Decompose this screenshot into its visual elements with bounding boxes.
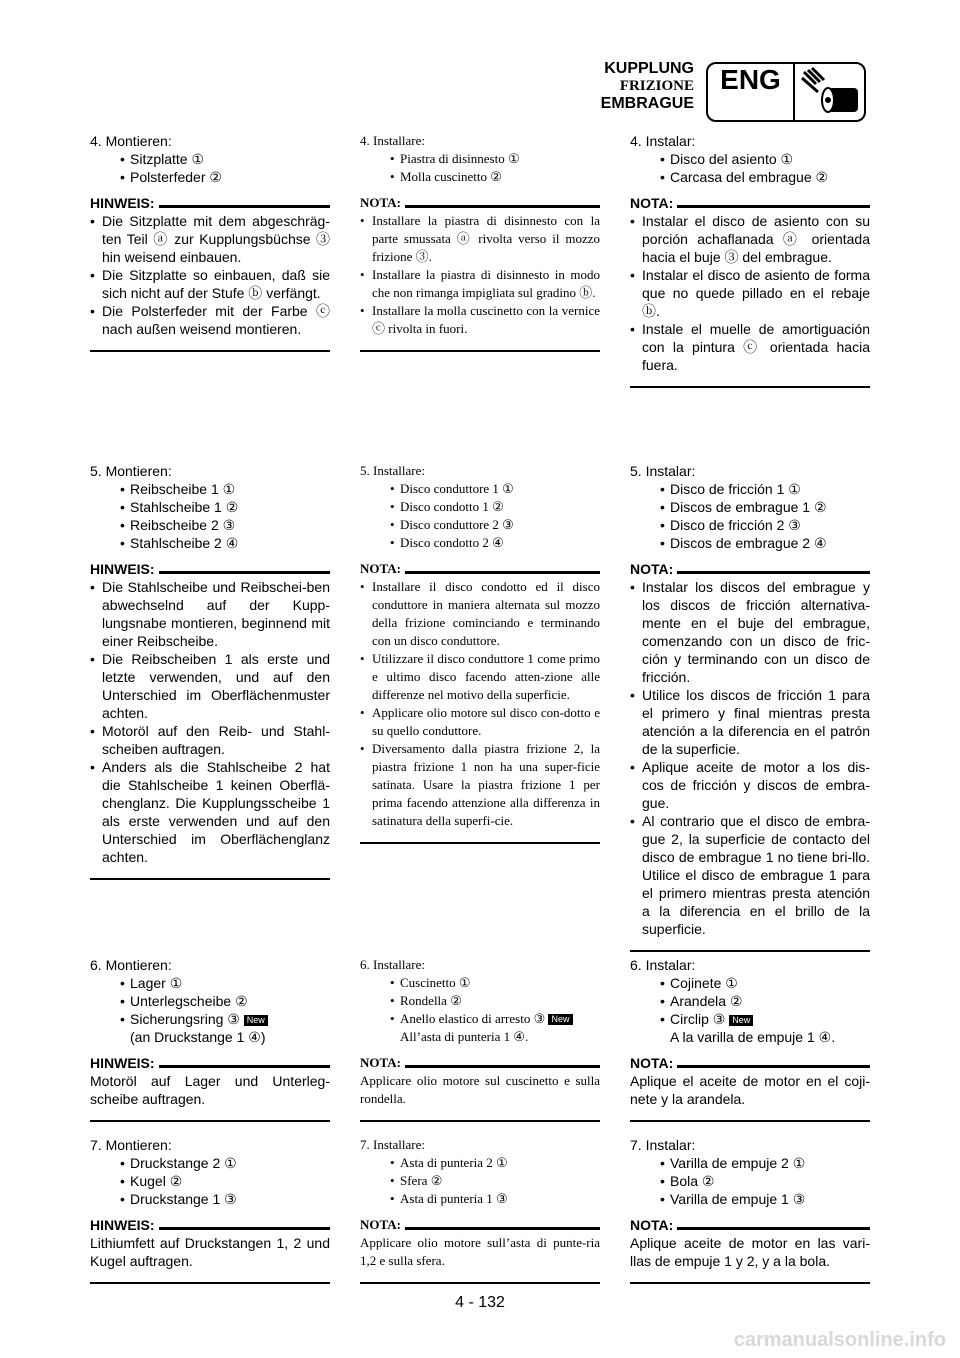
- note-item: • Installare il disco condotto ed il disco conduttore in maniera alternata sul mozzo della frizione cominciando e terminando con un disco conduttore.: [360, 578, 600, 650]
- parts-list: [630, 480, 870, 552]
- step-block-de-s7: [90, 1136, 330, 1284]
- note-item: • Anders als die Stahlscheibe 2 hat die Stahlscheibe 1 keinen Oberflä-chenglanz. Die Kupplungsscheibe 1 als erste verwenden und auf den Unterschied im Oberflächenglanz achten.: [90, 758, 330, 866]
- note-end-rule: [630, 950, 870, 952]
- note-end-rule: [630, 386, 870, 388]
- note-label: HINWEIS:: [90, 195, 155, 211]
- section-titles: [601, 60, 694, 113]
- callout-marker: ①: [169, 975, 183, 991]
- note-label: NOTA:: [360, 1217, 401, 1232]
- step-heading: 4. Installare:: [360, 133, 425, 148]
- note-item: • Instalar el disco de asiento con su porción achaflanada ⓐ orientada hacia el buje ③ del embrague.: [630, 212, 870, 266]
- step-heading: 4. Montieren:: [90, 133, 172, 149]
- callout-marker: ①: [191, 151, 205, 167]
- step-heading: 6. Installare:: [360, 957, 425, 972]
- note-list: [630, 212, 870, 374]
- part-item: [360, 1172, 600, 1190]
- callout-marker: ②: [169, 1173, 183, 1189]
- step-heading: 5. Montieren:: [90, 463, 172, 479]
- note-item: • Utilizzare il disco conduttore 1 come primo e ultimo disco facendo atten-zione alle differenze nel motivo della superficie.: [360, 650, 600, 704]
- part-item: [360, 1154, 600, 1172]
- callout-marker: ③: [712, 1011, 726, 1027]
- note-item: • Installare la piastra di disinnesto in modo che non rimanga impigliata sul gradino ⓑ.: [360, 266, 600, 302]
- note-heading: [90, 560, 330, 578]
- part-name: Polsterfeder: [130, 169, 206, 185]
- part-item: [90, 1190, 330, 1208]
- note-end-rule: [90, 1120, 330, 1122]
- note-item: • Diversamento dalla piastra frizione 2, la piastra frizione 1 non ha una super-ficie satinata. Usare la piastra frizione 1 per prima facendo attenzione alla differenza in satinatura della superfi-cie.: [360, 740, 600, 830]
- part-name: Kugel: [130, 1173, 166, 1189]
- new-part-badge: New: [729, 1015, 753, 1026]
- step-block-es-s5: [630, 462, 870, 952]
- note-list: [90, 212, 330, 338]
- step-block-es-s7: [630, 1136, 870, 1284]
- part-name: Varilla de empuje 1: [670, 1191, 789, 1207]
- step-heading: 5. Instalar:: [630, 463, 696, 479]
- callout-marker: ②: [815, 169, 829, 185]
- part-item: [630, 974, 870, 992]
- callout-marker: ③: [227, 1011, 240, 1027]
- part-item: [360, 534, 600, 552]
- part-name: Sicherungsring: [130, 1011, 224, 1027]
- note-end-rule: [90, 350, 330, 352]
- part-item: [90, 992, 330, 1010]
- note-end-rule: [360, 350, 600, 352]
- note-label: NOTA:: [630, 1217, 674, 1233]
- callout-marker: ②: [492, 499, 504, 514]
- note-item: • Instale el muelle de amortiguación con la pintura ⓒ orientada hacia fuera.: [630, 320, 870, 374]
- callout-marker: ①: [792, 1155, 806, 1171]
- clutch-spring-icon: [796, 66, 864, 118]
- note-heading: [360, 560, 600, 578]
- part-item: [360, 168, 600, 186]
- step-block-es-s6: [630, 956, 870, 1122]
- callout-marker: ④: [813, 535, 827, 551]
- callout-marker: ①: [222, 481, 236, 497]
- step-block-es-s4: [630, 132, 870, 388]
- step-heading: 6. Instalar:: [630, 957, 696, 973]
- callout-marker: ①: [780, 151, 794, 167]
- part-name: Sitzplatte: [130, 151, 188, 167]
- part-name: Arandela: [670, 993, 727, 1009]
- note-heading: [360, 1054, 600, 1072]
- note-label: HINWEIS:: [90, 561, 155, 577]
- part-item: [360, 150, 600, 168]
- note-item: • Installare la piastra di disinnesto con la parte smussata ⓐ rivolta verso il mozzo frizione ③.: [360, 212, 600, 266]
- new-part-badge: New: [548, 1014, 572, 1025]
- callout-marker: ①: [496, 1155, 508, 1170]
- note-item: • Die Sitzplatte mit dem abgeschräg-ten Teil ⓐ zur Kupplungsbüchse ③ hin weisend einbauen.: [90, 212, 330, 266]
- note-text: Aplique el aceite de motor en el coji-nete y la arandela.: [630, 1073, 870, 1107]
- part-name: Disco condotto 2: [400, 535, 489, 550]
- callout-marker: ①: [458, 975, 471, 990]
- part-item: [90, 534, 330, 552]
- part-name: Stahlscheibe 1: [130, 499, 222, 515]
- eng-section-badge: [706, 62, 866, 122]
- note-text: Aplique aceite de motor en las vari-llas de empuje 1 y 2, y a la bola.: [630, 1235, 870, 1269]
- part-item: [360, 1190, 600, 1208]
- part-item: [630, 150, 870, 168]
- part-name: Asta di punteria 1: [400, 1191, 493, 1206]
- note-text: Motoröl auf Lager und Unterleg-scheibe auftragen.: [90, 1073, 330, 1107]
- step-heading: 6. Montieren:: [90, 957, 172, 973]
- part-item: [90, 516, 330, 534]
- part-name: Carcasa del embrague: [670, 169, 812, 185]
- note-label: NOTA:: [630, 195, 674, 211]
- callout-marker: ④: [492, 535, 504, 550]
- note-item: • Instalar el disco de asiento de forma que no quede pillado en el rebaje ⓑ.: [630, 266, 870, 320]
- part-item: [360, 480, 600, 498]
- part-item: [90, 974, 330, 992]
- callout-marker: ①: [502, 481, 514, 496]
- part-name: Varilla de empuje 2: [670, 1155, 789, 1171]
- note-end-rule: [90, 878, 330, 880]
- note-list: [360, 212, 600, 338]
- note-item: • Die Sitzplatte so einbauen, daß sie sich nicht auf der Stufe ⓑ verfängt.: [90, 266, 330, 302]
- part-item: [630, 480, 870, 498]
- part-item: [630, 498, 870, 516]
- part-name: Cojinete: [670, 975, 722, 991]
- step-heading: 7. Montieren:: [90, 1137, 172, 1153]
- part-item: [630, 534, 870, 552]
- note-end-rule: [630, 1282, 870, 1284]
- note-label: HINWEIS:: [90, 1055, 155, 1071]
- step-block-de-s5: [90, 462, 330, 880]
- callout-marker: ①: [788, 481, 801, 497]
- callout-marker: ③: [533, 1011, 546, 1026]
- title-es: EMBRAGUE: [600, 95, 694, 112]
- title-it: FRIZIONE: [619, 78, 694, 94]
- note-text: Applicare olio motore sul cuscinetto e sulla rondella.: [360, 1073, 600, 1106]
- note-heading: [630, 1054, 870, 1072]
- parts-list: [630, 150, 870, 186]
- parts-list: [90, 480, 330, 552]
- part-name: Disco conduttore 2: [400, 517, 499, 532]
- part-name: Stahlscheibe 2: [130, 535, 222, 551]
- callout-marker: ①: [725, 975, 738, 991]
- note-label: NOTA:: [360, 1055, 401, 1070]
- parts-list: [360, 480, 600, 552]
- callout-marker: ①: [507, 151, 520, 166]
- eng-label: ENG: [708, 64, 795, 120]
- part-item: [630, 168, 870, 186]
- note-item: • Utilice los discos de fricción 1 para el primero y final mientras presta atención a la diferencia en el patrón de la superficie.: [630, 686, 870, 758]
- part-item: [630, 1154, 870, 1172]
- step-heading: 5. Installare:: [360, 463, 425, 478]
- note-heading: [360, 1216, 600, 1234]
- part-item: [90, 168, 330, 186]
- note-list: [630, 578, 870, 938]
- part-name: Discos de embrague 2: [670, 535, 811, 551]
- callout-marker: ②: [490, 169, 502, 184]
- part-item: [360, 974, 600, 992]
- note-heading: [90, 194, 330, 212]
- part-name: Molla cuscinetto: [400, 169, 488, 184]
- note-heading: [90, 1216, 330, 1234]
- note-label: NOTA:: [630, 561, 674, 577]
- callout-marker: ②: [235, 993, 248, 1009]
- parts-list: [360, 150, 600, 186]
- parts-list: [630, 974, 870, 1046]
- step-heading: 7. Instalar:: [630, 1137, 696, 1153]
- note-list: [360, 578, 600, 830]
- part-extra: All’asta di punteria 1 ④.: [400, 1029, 529, 1044]
- part-name: Disco de fricción 2: [670, 517, 785, 533]
- parts-list: [90, 974, 330, 1046]
- callout-marker: ②: [209, 169, 222, 185]
- callout-marker: ②: [701, 1173, 715, 1189]
- note-heading: [90, 1054, 330, 1072]
- part-name: Reibscheibe 1: [130, 481, 219, 497]
- part-name: Cuscinetto: [400, 975, 456, 990]
- note-item: • Al contrario que el disco de embra-gue 2, la superficie de contacto del disco de embrague 1 no tiene bri-llo. Utilice el disco de embrague 1 para el primero mientras presta atención a la diferencia en el brillo de la superficie.: [630, 812, 870, 938]
- part-name: Reibscheibe 2: [130, 517, 219, 533]
- note-text: Lithiumfett auf Druckstangen 1, 2 und Kugel auftragen.: [90, 1235, 330, 1269]
- note-end-rule: [360, 842, 600, 844]
- part-item: [360, 516, 600, 534]
- part-item: [630, 1190, 870, 1208]
- callout-marker: ①: [224, 1155, 237, 1171]
- title-de: KUPPLUNG: [604, 60, 694, 77]
- callout-marker: ③: [222, 517, 236, 533]
- step-block-it-s7: [360, 1136, 600, 1284]
- part-item: [360, 992, 600, 1010]
- part-name: Asta di punteria 2: [400, 1155, 493, 1170]
- part-name: Druckstange 2: [130, 1155, 221, 1171]
- part-item: [360, 1010, 600, 1028]
- note-item: • Instalar los discos del embrague y los discos de fricción alternativa-mente en el buje del embrague, comenzando con un disco de fric-ción y terminando con un disco de fricción.: [630, 578, 870, 686]
- note-heading: [630, 560, 870, 578]
- step-block-it-s4: [360, 132, 600, 352]
- part-item: [630, 1010, 870, 1028]
- note-heading: [630, 194, 870, 212]
- step-block-it-s5: [360, 462, 600, 844]
- part-name: Circlip: [670, 1011, 709, 1027]
- part-item: [90, 1172, 330, 1190]
- part-item: [90, 150, 330, 168]
- note-list: [90, 578, 330, 866]
- note-item: • Applicare olio motore sul disco con-dotto e su quello conduttore.: [360, 704, 600, 740]
- part-name: Bola: [670, 1173, 699, 1189]
- note-label: NOTA:: [360, 561, 401, 576]
- part-item: [90, 480, 330, 498]
- part-item: [90, 498, 330, 516]
- note-item: • Die Stahlscheibe und Reibschei-ben abwechselnd auf der Kupp-lungsnabe montieren, beginnend mit einer Reibscheibe.: [90, 578, 330, 650]
- note-heading: [360, 194, 600, 212]
- callout-marker: ③: [224, 1191, 237, 1207]
- new-part-badge: New: [244, 1015, 268, 1026]
- parts-list: [360, 974, 600, 1046]
- step-heading: 4. Instalar:: [630, 133, 696, 149]
- note-item: • Die Reibscheiben 1 als erste und letzte verwenden, und auf den Unterschied im Oberflächenmuster achten.: [90, 650, 330, 722]
- note-end-rule: [360, 1120, 600, 1122]
- part-name: Druckstange 1: [130, 1191, 221, 1207]
- callout-marker: ③: [502, 517, 514, 532]
- step-block-it-s6: [360, 956, 600, 1122]
- parts-list: [630, 1154, 870, 1208]
- watermark: carmanualsonline.info: [733, 1329, 946, 1351]
- callout-marker: ③: [496, 1191, 508, 1206]
- part-item: [360, 498, 600, 516]
- part-name: Disco conduttore 1: [400, 481, 499, 496]
- note-label: NOTA:: [630, 1055, 674, 1071]
- callout-marker: ②: [729, 993, 743, 1009]
- part-extra: (an Druckstange 1 ④): [130, 1029, 266, 1045]
- part-item: [630, 992, 870, 1010]
- note-item: • Die Polsterfeder mit der Farbe ⓒ nach außen weisend montieren.: [90, 302, 330, 338]
- parts-list: [90, 1154, 330, 1208]
- part-item: [630, 1172, 870, 1190]
- note-item: • Aplique aceite de motor a los dis-cos de fricción y discos de embra-gue.: [630, 758, 870, 812]
- part-name: Disco de fricción 1: [670, 481, 785, 497]
- callout-marker: ③: [792, 1191, 806, 1207]
- part-name: Piastra di disinnesto: [400, 151, 505, 166]
- part-name: Sfera: [400, 1173, 428, 1188]
- part-item: [630, 516, 870, 534]
- part-item: [90, 1154, 330, 1172]
- note-label: NOTA:: [360, 195, 401, 210]
- callout-marker: ②: [813, 499, 827, 515]
- part-name: Disco del asiento: [670, 151, 777, 167]
- callout-marker: ②: [430, 1173, 443, 1188]
- part-name: Discos de embrague 1: [670, 499, 811, 515]
- callout-marker: ②: [225, 499, 239, 515]
- parts-list: [90, 150, 330, 186]
- note-text: Applicare olio motore sull’asta di punte-ria 1,2 e sulla sfera.: [360, 1235, 600, 1268]
- note-end-rule: [90, 1282, 330, 1284]
- part-extra: A la varilla de empuje 1 ④.: [670, 1029, 836, 1045]
- part-name: Unterlegscheibe: [130, 993, 232, 1009]
- note-heading: [630, 1216, 870, 1234]
- note-item: • Installare la molla cuscinetto con la vernice ⓒ rivolta in fuori.: [360, 302, 600, 338]
- parts-list: [360, 1154, 600, 1208]
- part-name: Rondella: [400, 993, 447, 1008]
- step-block-de-s4: [90, 132, 330, 352]
- part-item: [90, 1010, 330, 1028]
- step-block-de-s6: [90, 956, 330, 1122]
- part-name: Anello elastico di arresto: [400, 1011, 531, 1026]
- callout-marker: ②: [450, 993, 462, 1008]
- note-label: HINWEIS:: [90, 1217, 155, 1233]
- step-heading: 7. Installare:: [360, 1137, 425, 1152]
- note-item: • Motoröl auf den Reib- und Stahl-scheiben auftragen.: [90, 722, 330, 758]
- note-end-rule: [360, 1282, 600, 1284]
- part-name: Disco condotto 1: [400, 499, 489, 514]
- page-number: 4 - 132: [455, 1294, 505, 1311]
- note-end-rule: [630, 1120, 870, 1122]
- callout-marker: ④: [225, 535, 239, 551]
- part-name: Lager: [130, 975, 166, 991]
- callout-marker: ③: [788, 517, 801, 533]
